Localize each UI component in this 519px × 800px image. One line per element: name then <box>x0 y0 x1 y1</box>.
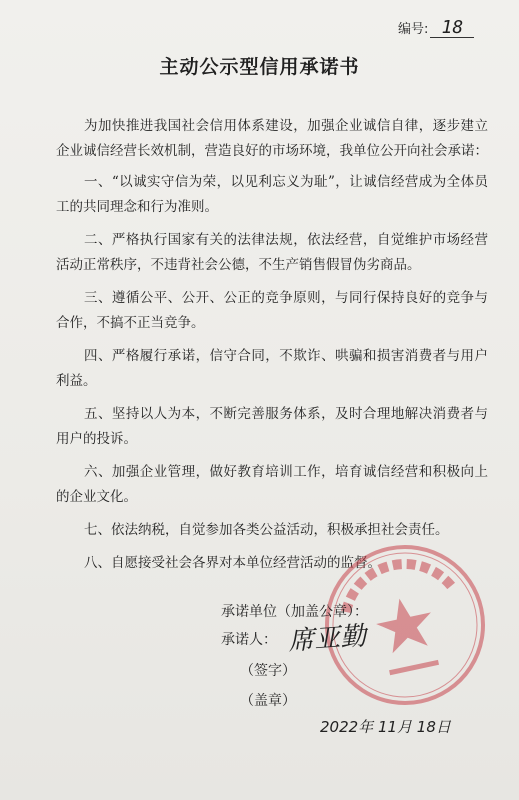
commitment-person-label: 承诺人： <box>221 632 277 648</box>
clause-3: 三、遵循公平、公开、公正的竞争原则，与同行保持良好的竞争与合作，不搞不正当竞争。 <box>56 290 488 331</box>
sign-label: （签字） <box>240 663 296 679</box>
clause-6: 六、加强企业管理，做好教育培训工作，培育诚信经营和积极向上的企业文化。 <box>56 464 488 505</box>
clause-5: 五、坚持以人为本，不断完善服务体系，及时合理地解决消费者与用户的投诉。 <box>56 406 488 447</box>
clause-7: 七、依法纳税，自觉参加各类公益活动，积极承担社会责任。 <box>84 522 449 538</box>
seal-label: （盖章） <box>240 693 296 709</box>
serial-number <box>398 18 474 38</box>
signing-date: 2022年 11月 18日 <box>320 718 451 736</box>
intro-paragraph: 为加快推进我国社会信用体系建设，加强企业诚信自律，逐步建立企业诚信经营长效机制，营造良好的市场环境，我单位公开向社会承诺： <box>56 118 488 159</box>
clause-8: 八、自愿接受社会各界对本单位经营活动的监督。 <box>84 555 381 571</box>
document-title: 主动公示型信用承诺书 <box>159 56 360 78</box>
commitment-body <box>56 114 488 584</box>
clause-4: 四、严格履行承诺，信守合同，不欺诈、哄骗和损害消费者与用户利益。 <box>56 348 488 389</box>
serial-label: 编号: <box>398 22 429 37</box>
commitment-unit-label: 承诺单位（加盖公章）： <box>221 604 368 620</box>
handwritten-signature: 席亚勤 <box>287 621 368 657</box>
serial-value: 18 <box>430 19 474 38</box>
clause-2: 二、严格执行国家有关的法律法规，依法经营，自觉维护市场经营活动正常秩序，不违背社会公德，不生产销售假冒伪劣商品。 <box>56 232 488 273</box>
clause-1: 一、“以诚实守信为荣，以见利忘义为耻”，让诚信经营成为全体员工的共同理念和行为准则。 <box>56 174 488 215</box>
